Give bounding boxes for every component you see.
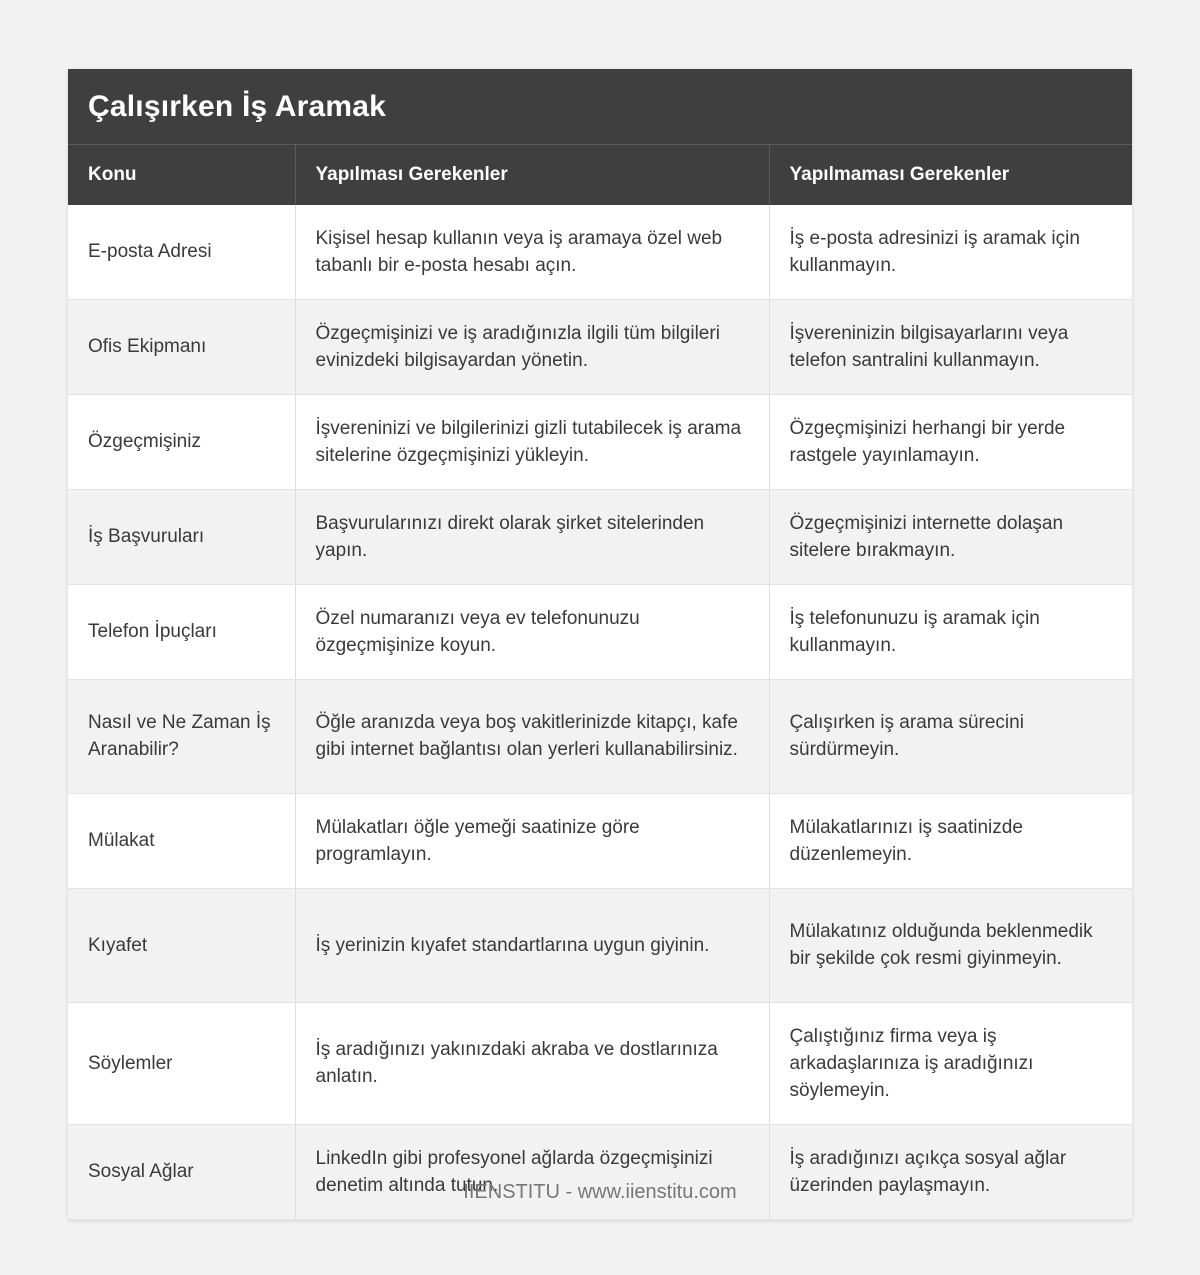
page-title: Çalışırken İş Aramak — [88, 89, 387, 123]
cell-yapilmamasi: İş aradığınızı açıkça sosyal ağlar üzerinden paylaşmayın. — [769, 1124, 1132, 1219]
cell-yapilmamasi: İş e-posta adresinizi iş aramak için kullanmayın. — [769, 205, 1132, 300]
table-header-row — [68, 145, 1132, 205]
cell-yapilmasi: Özgeçmişinizi ve iş aradığınızla ilgili tüm bilgileri evinizdeki bilgisayardan yönetin. — [295, 299, 769, 394]
cell-konu: Ofis Ekipmanı — [68, 299, 295, 394]
cell-konu: Mülakat — [68, 793, 295, 888]
table-row — [68, 205, 1132, 300]
cell-konu: Sosyal Ağlar — [68, 1124, 295, 1219]
data-table — [68, 144, 1132, 1220]
cell-yapilmasi: Öğle aranızda veya boş vakitlerinizde kitapçı, kafe gibi internet bağlantısı olan yerleri kullanabilirsiniz. — [295, 679, 769, 793]
cell-yapilmasi: İş yerinizin kıyafet standartlarına uygun giyinin. — [295, 888, 769, 1002]
cell-yapilmasi: İş aradığınızı yakınızdaki akraba ve dostlarınıza anlatın. — [295, 1002, 769, 1124]
cell-yapilmamasi: Mülakatlarınızı iş saatinizde düzenlemeyin. — [769, 793, 1132, 888]
cell-yapilmamasi: Çalışırken iş arama sürecini sürdürmeyin. — [769, 679, 1132, 793]
cell-yapilmasi: LinkedIn gibi profesyonel ağlarda özgeçmişinizi denetim altında tutun. — [295, 1124, 769, 1219]
table-row — [68, 299, 1132, 394]
cell-yapilmasi: Kişisel hesap kullanın veya iş aramaya özel web tabanlı bir e-posta hesabı açın. — [295, 205, 769, 300]
column-header-yapilmasi: Yapılması Gerekenler — [295, 145, 769, 205]
cell-yapilmamasi: Çalıştığınız firma veya iş arkadaşlarınıza iş aradığınızı söylemeyin. — [769, 1002, 1132, 1124]
table-row — [68, 1002, 1132, 1124]
cell-yapilmamasi: Özgeçmişinizi internette dolaşan sitelere bırakmayın. — [769, 489, 1132, 584]
table-row — [68, 1124, 1132, 1219]
cell-yapilmamasi: Mülakatınız olduğunda beklenmedik bir şekilde çok resmi giyinmeyin. — [769, 888, 1132, 1002]
cell-yapilmamasi: Özgeçmişinizi herhangi bir yerde rastgele yayınlamayın. — [769, 394, 1132, 489]
cell-yapilmamasi: İşvereninizin bilgisayarlarını veya telefon santralini kullanmayın. — [769, 299, 1132, 394]
table-row — [68, 679, 1132, 793]
cell-konu: Söylemler — [68, 1002, 295, 1124]
cell-yapilmasi: Özel numaranızı veya ev telefonunuzu özgeçmişinize koyun. — [295, 584, 769, 679]
cell-yapilmasi: Başvurularınızı direkt olarak şirket sitelerinden yapın. — [295, 489, 769, 584]
cell-yapilmamasi: İş telefonunuzu iş aramak için kullanmayın. — [769, 584, 1132, 679]
table-row — [68, 394, 1132, 489]
cell-konu: Kıyafet — [68, 888, 295, 1002]
title-bar — [68, 69, 1132, 144]
cell-yapilmasi: İşvereninizi ve bilgilerinizi gizli tutabilecek iş arama sitelerine özgeçmişinizi yükleyin. — [295, 394, 769, 489]
table-row — [68, 489, 1132, 584]
footer-credit: IIENSTITU - www.iienstitu.com — [463, 1181, 737, 1203]
column-header-yapilmamasi: Yapılmaması Gerekenler — [769, 145, 1132, 205]
cell-konu: E-posta Adresi — [68, 205, 295, 300]
cell-konu: Telefon İpuçları — [68, 584, 295, 679]
table-row — [68, 888, 1132, 1002]
table-row — [68, 793, 1132, 888]
cell-konu: İş Başvuruları — [68, 489, 295, 584]
cell-konu: Özgeçmişiniz — [68, 394, 295, 489]
table-row — [68, 584, 1132, 679]
table-card — [68, 69, 1132, 1220]
cell-konu: Nasıl ve Ne Zaman İş Aranabilir? — [68, 679, 295, 793]
column-header-konu: Konu — [68, 145, 295, 205]
cell-yapilmasi: Mülakatları öğle yemeği saatinize göre programlayın. — [295, 793, 769, 888]
